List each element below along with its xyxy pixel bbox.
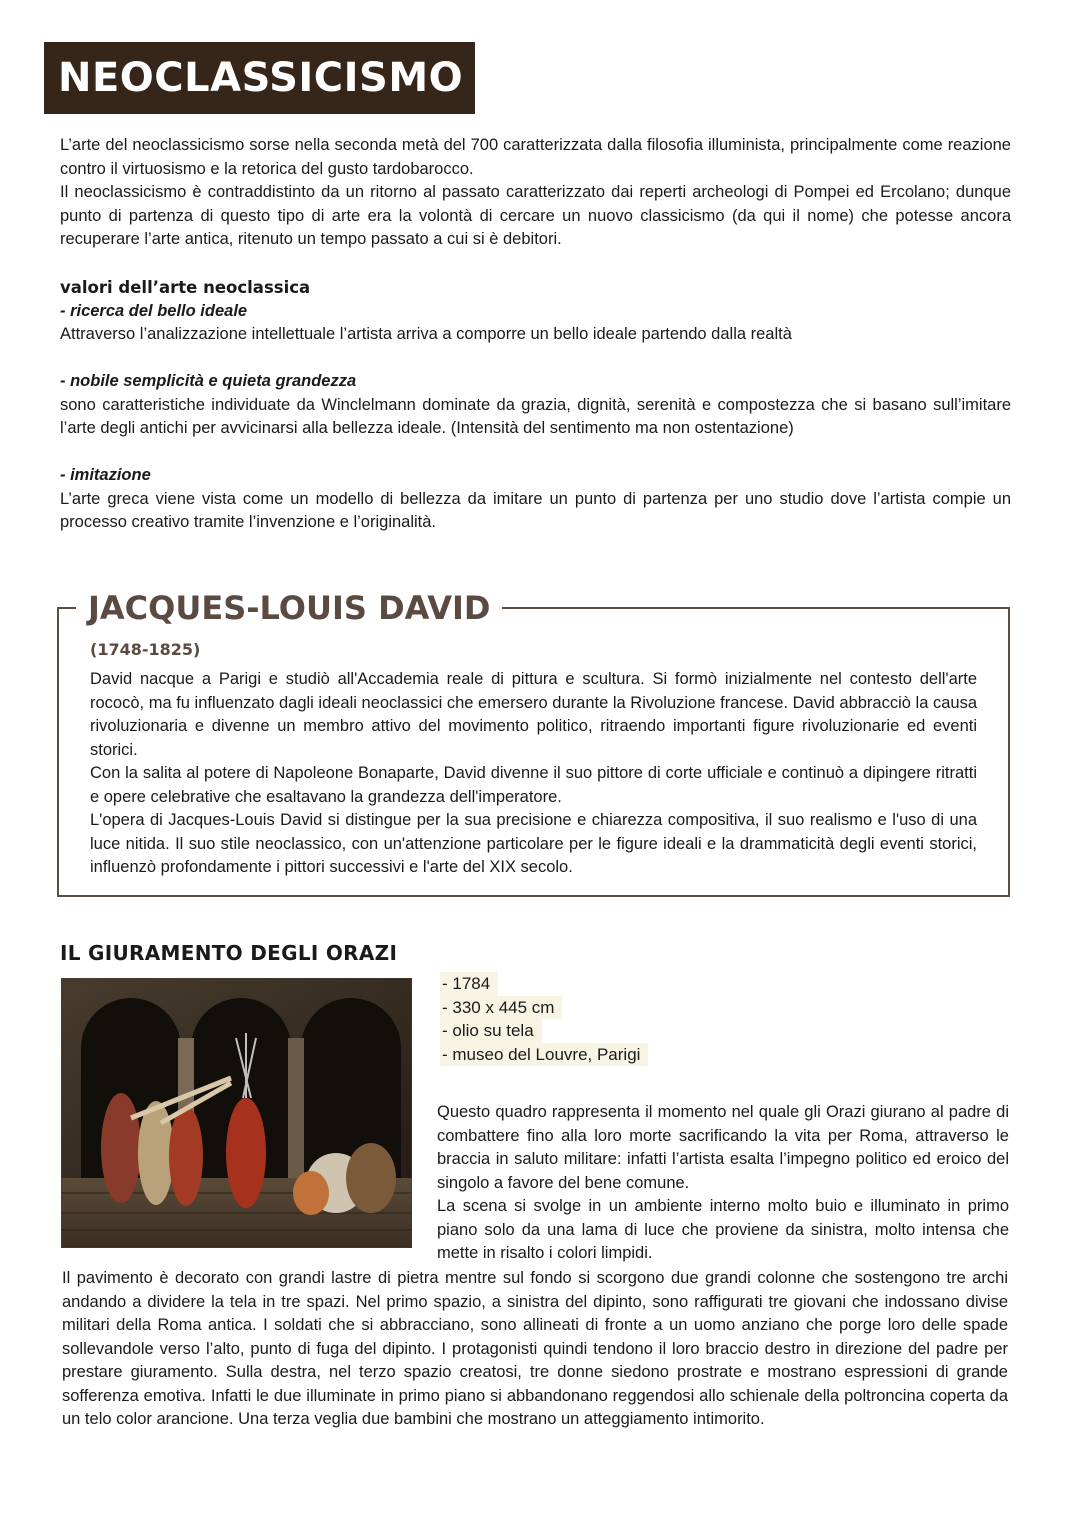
values-heading: valori dell’arte neoclassica	[60, 278, 311, 297]
fact-year: - 1784	[440, 972, 498, 996]
bio-dates: (1748-1825)	[90, 640, 201, 659]
painting-description-full	[62, 1267, 1008, 1432]
value-text: Attraverso l’analizzazione intellettuale l’artista arriva a comporre un bello ideale partendo dalla realtà	[60, 325, 792, 343]
painting-image	[61, 978, 412, 1248]
fact-size: - 330 x 445 cm	[440, 996, 562, 1020]
value-title: - ricerca del bello ideale	[60, 301, 248, 320]
bio-paragraph: Con la salita al potere di Napoleone Bonaparte, David divenne il suo pittore di corte ufficiale e continuò a dipingere ritratti e opere celebrative che esaltavano la grandezza dell'imperatore.	[90, 764, 977, 806]
description-paragraph: Il pavimento è decorato con grandi lastre di pietra mentre sul fondo si scorgono due grandi colonne che sostengono tre archi andando a dividere la tela in tre spazi. Nel primo spazio, a sinistra del dipinto, sono raffigurati tre giovani che indossano divise militari della Roma antica. I soldati che si abbracciano, sono allineati di fronte a un uomo anziano che porge loro delle spade sollevandole verso l’alto, punto di fuga del dipinto. I protagonisti quindi tendono il loro braccio destro in direzione del padre per prestare giuramento. Sulla destra, nel terzo spazio creatosi, tre donne siedono prostrate e mostrano espressioni di grande sofferenza emotiva. Infatti le due illuminate in primo piano si abbandonano reggendosi allo schienale della poltroncina coperta da un telo color arancione. Una terza veglia due bambini che mostrano un atteggiamento intimorito.	[62, 1269, 1008, 1428]
value-text: L’arte greca viene vista come un modello di bellezza da imitare un punto di partenza per uno studio dove l’artista compie un processo creativo tramite l’invenzione e l’originalità.	[60, 489, 1011, 531]
description-paragraph: La scena si svolge in un ambiente interno molto buio e illuminato in primo piano solo da una lama di luce che proviene da sinistra, molto intensa che mette in risalto i colori limpidi.	[437, 1197, 1009, 1262]
fact-location: - museo del Louvre, Parigi	[440, 1043, 648, 1067]
bio-paragraph: David nacque a Parigi e studiò all'Accademia reale di pittura e scultura. Si formò inizialmente nel contesto dell'arte rococò, ma fu influenzato dagli ideali neoclassici che emersero durante la Rivoluzione francese. David abbracciò la causa rivoluzionaria e divenne un membro attivo del movimento politico, ritraendo importanti figure rivoluzionarie ed eventi storici.	[90, 670, 977, 759]
title-banner	[44, 42, 475, 114]
intro-section	[60, 134, 1011, 252]
bio-text	[90, 668, 977, 880]
value-text: sono caratteristiche individuate da Winclelmann dominate da grazia, dignità, serenità e compostezza che si basano sull’imitare l’arte degli antichi per avvicinarsi alla bellezza ideale. (Intensità del sentimento ma non ostentazione)	[60, 395, 1011, 437]
bio-paragraph: L'opera di Jacques-Louis David si distingue per la sua precisione e chiarezza compositiva, il suo realismo e l'uso di una luce nitida. Il suo stile neoclassico, con un'attenzione particolare per le figure ideali e la drammaticità degli eventi storici, influenzò profondamente i pittori successivi e l'arte del XIX secolo.	[90, 811, 977, 876]
values-section	[60, 276, 1011, 535]
intro-paragraph: L’arte del neoclassicismo sorse nella seconda metà del 700 caratterizzata dalla filosofia illuminista, principalmente come reazione contro il virtuosismo e la retorica del gusto tardobarocco.	[60, 136, 1011, 178]
page-title: NEOCLASSICISMO	[58, 55, 464, 101]
painting-title: IL GIURAMENTO DEGLI ORAZI	[60, 941, 398, 965]
bio-name: JACQUES-LOUIS DAVID	[76, 588, 502, 628]
intro-paragraph: Il neoclassicismo è contraddistinto da un ritorno al passato caratterizzato dai reperti archeologi di Pompei ed Ercolano; dunque punto di partenza di questo tipo di arte era la volontà di cercare un nuovo classicismo (da qui il nome) che potesse ancora recuperare l’arte antica, ritenuto un tempo passato a cui si è debitori.	[60, 183, 1011, 248]
value-title: - nobile semplicità e quieta grandezza	[60, 372, 357, 390]
painting-description-side	[437, 1101, 1009, 1266]
painting-facts	[440, 972, 648, 1066]
value-title: - imitazione	[60, 466, 151, 484]
fact-technique: - olio su tela	[440, 1019, 542, 1043]
description-paragraph: Questo quadro rappresenta il momento nel quale gli Orazi giurano al padre di combattere fino alla loro morte sacrificando la vita per Roma, attraverso le braccia in saluto militare: infatti l’artista esalta l’impegno politico ed eroico del singolo a favore del bene comune.	[437, 1103, 1009, 1192]
